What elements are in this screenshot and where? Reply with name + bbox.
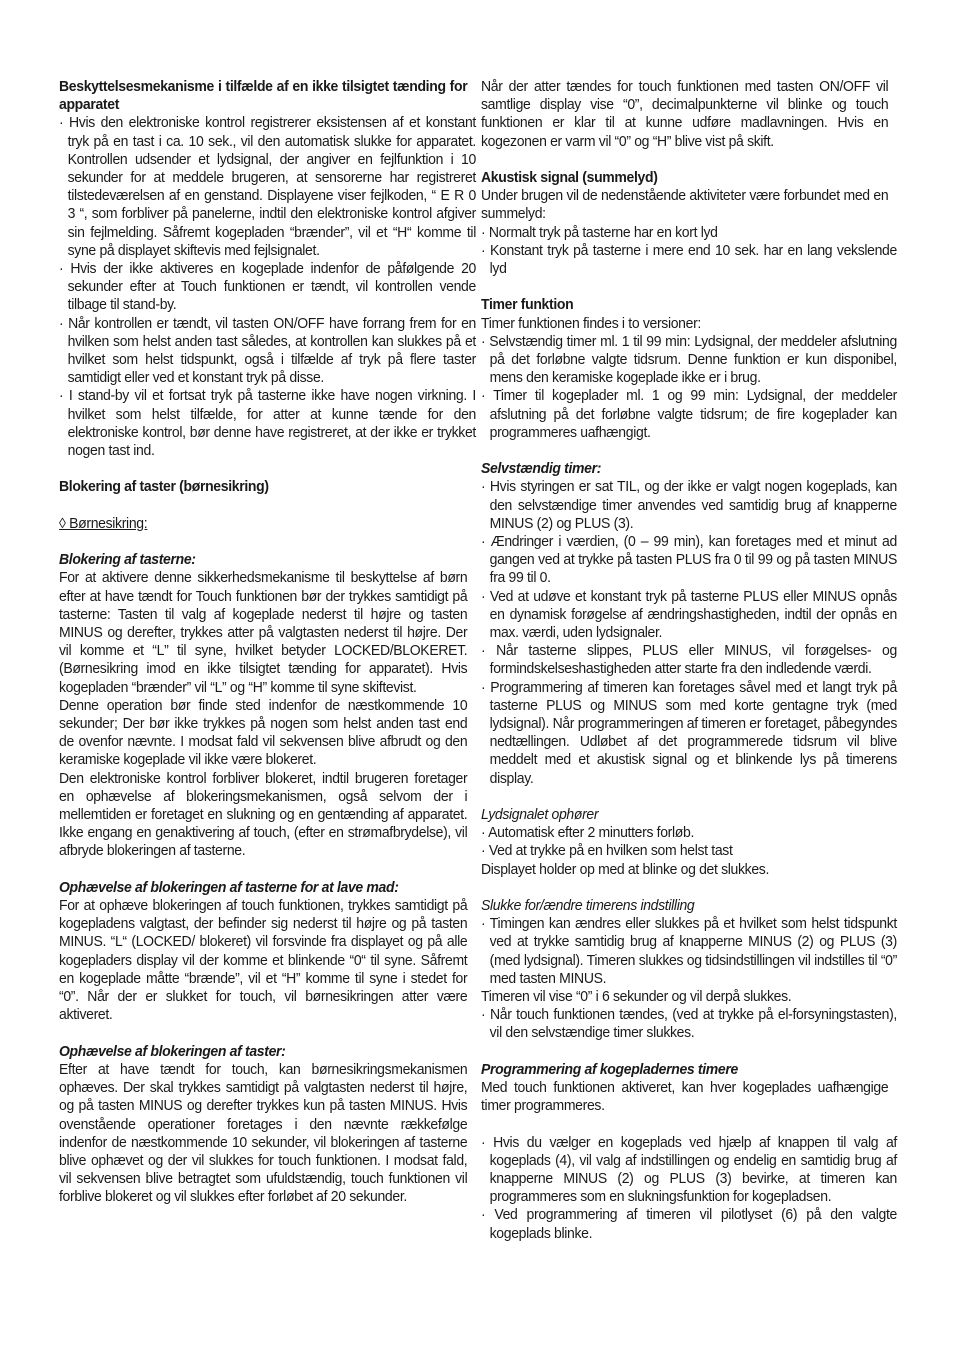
list-item: · Timingen kan ændres eller slukkes på et hvilket som helst tidspunkt ved at trykke samtidig brug af knapperne MINUS (2) og PLUS (3) (med lydsignal). Timeren slukkes og tidsindstillingen vil indstilles til “0” med tasten MINUS. xyxy=(481,916,897,987)
heading-acoustic-signal: Akustisk signal (summelyd) xyxy=(481,170,658,186)
heading-unlock-keys: Ophævelse af blokeringen af taster: xyxy=(59,1043,286,1060)
list-item: · Selvstændig timer ml. 1 til 99 min: Lydsignal, der meddeler afslutning på det forløbne valgte tidsrum. Denne funktion er kun disponibel, mens den keramiske kogeplade ikke er i brug. xyxy=(481,333,897,387)
list-item: · Når kontrollen er tændt, vil tasten ON/OFF have forrang frem for en hvilken som helst anden tast således, at kontrollen kan slukkes på et hvilket som helst tidspunkt, også i tilfælde af tryk på flere taster samtidigt eller ved et konstant tryk på disse. xyxy=(59,315,476,387)
child-lock-link[interactable]: ◊ Børnesikring: xyxy=(59,515,148,532)
list-item: · Ved programmering af timeren vil pilotlyset (6) på den valgte kogeplads blinke. xyxy=(481,1207,897,1242)
heading-signal-stops: Lydsignalet ophører xyxy=(481,807,599,824)
list-item: · Ved at trykke på en hvilken som helst tast xyxy=(481,843,733,860)
paragraph: Under brugen vil de nedenstående aktiviteter være forbundet med en summelyd: xyxy=(481,188,889,223)
left-column xyxy=(59,78,476,1207)
list-item: · Hvis styringen er sat TIL, og der ikke er valgt nogen kogeplads, kan den selvstændige timer anvendes ved samtidig brug af knapperne MINUS (2) og PLUS (3). xyxy=(481,479,897,532)
list-item: · Programmering af timeren kan foretages såvel med et langt tryk på tasterne PLUS og MINUS som med korte gentagne tryk (med lydsignal). Når programmeringen af timeren er foretaget, påbegyndes nedtællingen. Udløbet af det programmerede tidsrum vil blive meddelt med et akustisk signal og et blinkende lys på timerens display. xyxy=(481,679,897,787)
list-item: · Hvis du vælger en kogeplads ved hjælp af knappen til valg af kogeplads (4), vil valg af indstillingen og endelig en samtidig brug af knapperne MINUS (2) og PLUS (3) bevirke, at timeren kan programmeres som en slukningsfunktion for kogepladsen. xyxy=(481,1134,897,1206)
heading-key-lock: Blokering af taster (børnesikring) xyxy=(59,479,269,496)
list-item: · Normalt tryk på tasterne har en kort lyd xyxy=(481,224,718,241)
heading-change-timer: Slukke for/ændre timerens indstilling xyxy=(481,898,695,915)
heading-locking-keys: Blokering af tasterne: xyxy=(59,552,196,569)
paragraph: Displayet holder op med at blinke og det slukkes. xyxy=(481,861,770,878)
paragraph: For at aktivere denne sikkerhedsmekanisme til beskyttelse af børn efter at have tændt for Touch funktionen bør der trykkes samtidigt på tasterne: Tasten til valg af kogeplade nederst til højre og tasten MINUS og derefter, trykkes atter på valgtasten nederst til højre. Der vil komme et “L” til syne, hvilket betyder LOCKED/BLOKERET. (Børnesikring imod en ikke tilsigtet tænding for apparatet). Hvis kogepladen “brænder” vil “L” og “H” komme til syne skiftevist. xyxy=(59,570,468,696)
heading-hob-timers: Programmering af kogepladernes timere xyxy=(481,1061,738,1078)
paragraph: Efter at have tændt for touch, kan børnesikringsmekanismen ophæves. Der skal trykkes samtidigt på valgtasten nederst til højre, og på tasten MINUS og derefter trykkes kun på tasten MINUS. Hvis ovenstående operationer foretages i den nævnte rækkefølge indenfor de næstkommende 10 sekunder, vil blokeringen af tasterne blive ophævet og der vil slukkes for touch funktionen. I modsat fald, vil sekvensen blive betragtet som ufuldstændig, touch funktionen vil forblive blokeret og vil slukkes efter forløbet af 20 sekunder. xyxy=(59,1061,468,1206)
list-item: · Hvis der ikke aktiveres en kogeplade indenfor de påfølgende 20 sekunder efter at Touch funktionen er tændt, vil kontrollen vende tilbage til stand-by. xyxy=(59,261,476,314)
list-item: · Konstant tryk på tasterne i mere end 10 sek. har en lang vekslende lyd xyxy=(481,242,897,278)
paragraph: Med touch funktionen aktiveret, kan hver kogeplades uafhængige timer programmeres. xyxy=(481,1080,889,1115)
list-item: · Når tasterne slippes, PLUS eller MINUS, vil forøgelses- og formindskelseshastigheden atter starte fra den indledende værdi. xyxy=(481,643,897,678)
paragraph: Timer funktionen findes i to versioner: xyxy=(481,315,701,332)
heading-timer-function: Timer funktion xyxy=(481,297,574,314)
list-item: · I stand-by vil et fortsat tryk på tasterne ikke have nogen virkning. I hvilket som helst tilfælde, for atter at kunne tænde for den elektroniske kontrol, bør denne have registreret, at der ikke er trykket nogen tast ind. xyxy=(59,388,476,460)
list-item: · Ved at udøve et konstant tryk på tasterne PLUS eller MINUS opnås en dynamisk forøgelse af ændringshastigheden, indtil der opnås en max. værdi, uden lydsignaler. xyxy=(481,588,897,642)
list-item: · Automatisk efter 2 minutters forløb. xyxy=(481,825,695,842)
paragraph: Denne operation bør finde sted indenfor de næstkommende 10 sekunder; Der bør ikke trykkes på nogen som helst anden tast end de ovenfor nævnte. I modsat fald vil sekvensen blive afbrudt og den keramiske kogeplade vil ikke være blokeret. xyxy=(59,697,468,769)
list-item: · Hvis den elektroniske kontrol registrerer eksistensen af et konstant tryk på en tast i ca. 10 sek., vil den automatisk slukke for apparatet. Kontrollen udsender et lydsignal, der angiver en fejlfunktion i 10 sekunder for at meddele brugeren, at sensorerne har registreret tilstedeværelsen af en genstand. Displayene viser fejlkoden, “ E R 0 3 “, som forbliver på panelerne, indtil den elektroniske kontrol afgiver sin fejlmelding. Såfremt kogepladen “brænder”, vil et “H“ komme til syne på displayet skiftevis med fejlsignalet. xyxy=(59,115,476,259)
paragraph: Når der atter tændes for touch funktionen med tasten ON/OFF vil samtlige display vise “0”, decimalpunkterne vil blinke og touch funktionen er klar til at kunne udføre madlavningen. Hvis en kogezonen er varm vil “0” og “H” blive vist på skift. xyxy=(481,79,889,150)
right-column xyxy=(481,78,897,1243)
paragraph: For at ophæve blokeringen af touch funktionen, trykkes samtidigt på kogepladens valgtast, der befinder sig nederst til højre og på tasten MINUS. “L“ (LOCKED/ blokeret) vil forsvinde fra displayet og på alle kogepladers display vil der komme et blinkende “0“ til syne. Såfremt en kogeplade måtte “brænde”, vil et “H” komme til syne i stedet for “0”. Når der er slukket for touch, vil børnesikringen atter være aktiveret. xyxy=(59,898,468,1024)
list-item: · Når touch funktionen tændes, (ved at trykke på el-forsyningstasten), vil den selvstændige timer slukkes. xyxy=(481,1007,897,1042)
paragraph: Timeren vil vise “0” i 6 sekunder og vil derpå slukkes. xyxy=(481,989,792,1006)
heading-accidental-activation: Beskyttelsesmekanisme i tilfælde af en ikke tilsigtet tænding for apparatet xyxy=(59,79,468,114)
list-item: · Timer til kogeplader ml. 1 og 99 min: Lydsignal, der meddeler afslutning på det forløbne valgte tidsrum; de fire kogeplader kan programmeres uafhængigt. xyxy=(481,388,897,441)
heading-independent-timer: Selvstændig timer: xyxy=(481,461,602,478)
list-item: · Ændringer i værdien, (0 – 99 min), kan foretages med et minut ad gangen ved at trykke på tasten PLUS fra 0 til 99 og på tasten MINUS fra 99 til 0. xyxy=(481,534,897,587)
paragraph: Den elektroniske kontrol forbliver blokeret, indtil brugeren foretager en ophævelse af blokeringsmekanismen, også selvom der i mellemtiden er foretaget en slukning og en gentænding af apparatet. Ikke engang en genaktivering af touch, (efter en strømafbrydelse), vil afbryde blokeringen af tasterne. xyxy=(59,770,468,860)
heading-unlock-cooking: Ophævelse af blokeringen af tasterne for at lave mad: xyxy=(59,879,399,896)
